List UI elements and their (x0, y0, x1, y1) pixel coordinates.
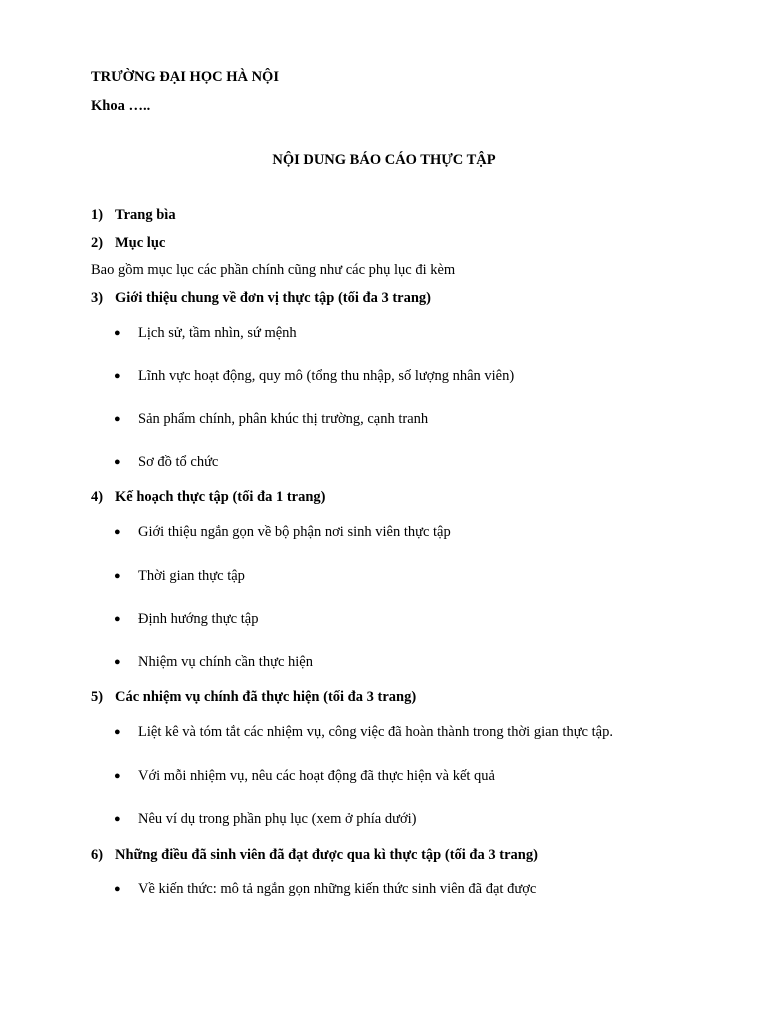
section-heading (91, 208, 176, 223)
document-title: NỘI DUNG BÁO CÁO THỰC TẬP (272, 152, 496, 168)
bullet-icon: ● (114, 813, 121, 825)
bullet-icon: ● (114, 526, 121, 538)
bullet-icon: ● (114, 613, 121, 625)
section-title: Trang bìa (115, 207, 176, 223)
list-item (114, 455, 218, 470)
list-item-text: Liệt kê và tóm tắt các nhiệm vụ, công việc đã hoàn thành trong thời gian thực tập. (138, 724, 613, 740)
list-item-text: Về kiến thức: mô tả ngắn gọn những kiến thức sinh viên đã đạt được (138, 881, 537, 897)
list-item-text: Nêu ví dụ trong phần phụ lục (xem ở phía dưới) (138, 811, 417, 827)
school-name: TRƯỜNG ĐẠI HỌC HÀ NỘI (91, 69, 279, 85)
section-number: 1) (91, 207, 104, 223)
section-heading (91, 291, 431, 306)
bullet-icon: ● (114, 770, 121, 782)
section-number: 6) (91, 847, 104, 863)
section-number: 2) (91, 235, 104, 251)
list-item-text: Với mỗi nhiệm vụ, nêu các hoạt động đã thực hiện và kết quả (138, 768, 495, 784)
bullet-icon: ● (114, 413, 121, 425)
list-item (114, 769, 495, 784)
section-text: Bao gồm mục lục các phần chính cũng như các phụ lục đi kèm (91, 262, 456, 278)
section-number: 5) (91, 689, 104, 705)
list-item (114, 525, 451, 540)
faculty-name: Khoa ….. (91, 98, 151, 114)
bullet-icon: ● (114, 570, 121, 582)
list-item (114, 655, 313, 670)
bullet-icon: ● (114, 456, 121, 468)
list-item-text: Lĩnh vực hoạt động, quy mô (tổng thu nhập, số lượng nhân viên) (138, 368, 515, 384)
bullet-icon: ● (114, 327, 121, 339)
list-item (114, 725, 613, 740)
list-item-text: Sơ đồ tổ chức (138, 454, 219, 470)
list-item-text: Định hướng thực tập (138, 611, 259, 627)
section-heading (91, 848, 538, 863)
section-number: 4) (91, 489, 104, 505)
list-item (114, 812, 417, 827)
section-title: Các nhiệm vụ chính đã thực hiện (tối đa 3 trang) (115, 689, 417, 705)
section-number: 3) (91, 290, 104, 306)
list-item (114, 612, 258, 627)
bullet-icon: ● (114, 656, 121, 668)
section-heading (91, 490, 325, 505)
bullet-icon: ● (114, 883, 121, 895)
list-item-text: Sản phẩm chính, phân khúc thị trường, cạnh tranh (138, 411, 429, 427)
list-item (114, 412, 428, 427)
section-heading (91, 690, 416, 705)
list-item (114, 569, 245, 584)
list-item (114, 326, 297, 341)
list-item-text: Lịch sử, tầm nhìn, sứ mệnh (138, 325, 297, 341)
section-title: Kế hoạch thực tập (tối đa 1 trang) (115, 489, 326, 505)
section-heading (91, 236, 165, 251)
list-item (114, 882, 536, 897)
section-title: Những điều đã sinh viên đã đạt được qua kì thực tập (tối đa 3 trang) (115, 847, 538, 863)
list-item-text: Giới thiệu ngắn gọn về bộ phận nơi sinh viên thực tập (138, 524, 451, 540)
list-item (114, 369, 514, 384)
bullet-icon: ● (114, 370, 121, 382)
section-title: Mục lục (115, 235, 166, 251)
section-title: Giới thiệu chung về đơn vị thực tập (tối đa 3 trang) (115, 290, 431, 306)
list-item-text: Thời gian thực tập (138, 568, 245, 584)
list-item-text: Nhiệm vụ chính cần thực hiện (138, 654, 313, 670)
bullet-icon: ● (114, 726, 121, 738)
